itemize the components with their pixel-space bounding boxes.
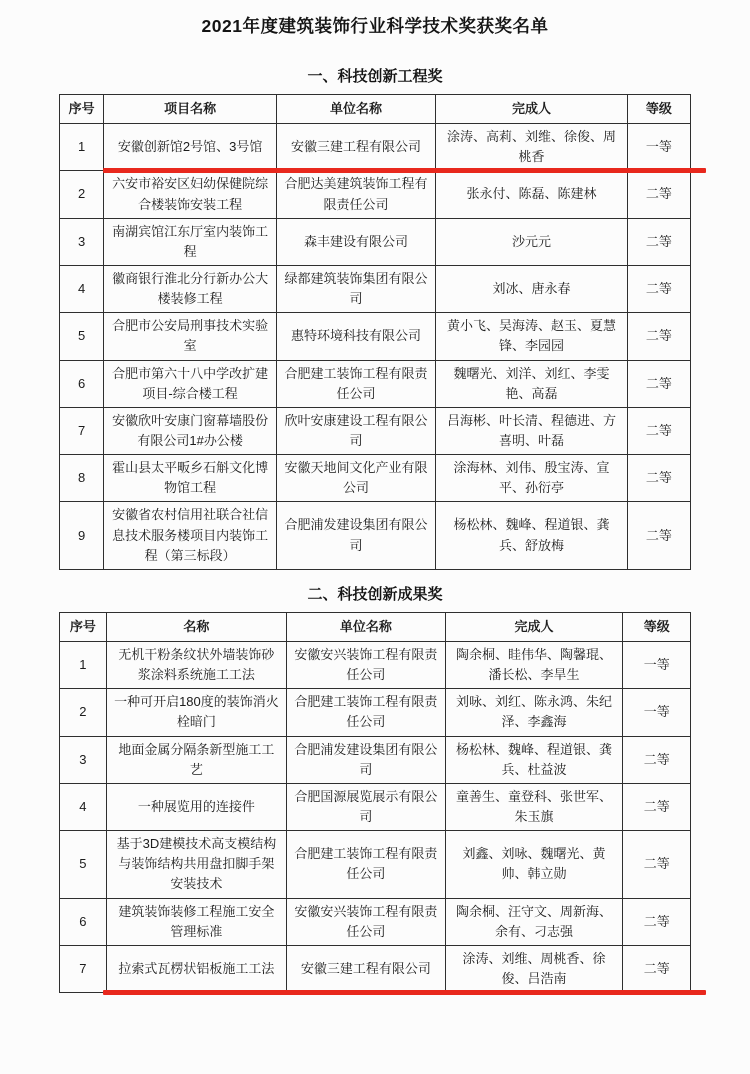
table-cell: 8	[60, 455, 104, 502]
table-cell: 二等	[627, 502, 690, 569]
table-cell: 6	[60, 898, 107, 945]
table-cell: 杨松林、魏峰、程道银、龚兵、杜益波	[445, 736, 623, 783]
table-cell: 绿都建筑装饰集团有限公司	[277, 265, 436, 312]
table-row	[60, 641, 691, 688]
table-cell: 魏曙光、刘洋、刘红、李雯艳、高磊	[436, 360, 628, 407]
table-cell: 无机干粉条纹状外墙装饰砂浆涂料系统施工工法	[106, 641, 286, 688]
table-row	[60, 898, 691, 945]
table-cell: 安徽欣叶安康门窗幕墙股份有限公司1#办公楼	[104, 407, 277, 454]
awards-table-1	[59, 94, 691, 570]
column-header: 序号	[60, 95, 104, 124]
table-cell: 涂海林、刘伟、殷宝涛、宣平、孙衍亭	[436, 455, 628, 502]
table-cell: 2	[60, 171, 104, 218]
table-row	[60, 502, 691, 569]
table-cell: 5	[60, 831, 107, 898]
awards-table-2	[59, 612, 691, 993]
header-row	[60, 95, 691, 124]
table-cell: 合肥国源展览展示有限公司	[287, 783, 445, 830]
table-cell: 刘鑫、刘咏、魏曙光、黄帅、韩立勋	[445, 831, 623, 898]
table-cell: 杨松林、魏峰、程道银、龚兵、舒放梅	[436, 502, 628, 569]
table-row	[60, 313, 691, 360]
table-cell: 3	[60, 736, 107, 783]
column-header: 单位名称	[287, 612, 445, 641]
table-cell: 二等	[627, 171, 690, 218]
table-cell: 沙元元	[436, 218, 628, 265]
table-cell: 涂涛、高莉、刘维、徐俊、周桃香	[436, 124, 628, 171]
table-cell: 二等	[623, 831, 691, 898]
table-cell: 拉索式瓦楞状铝板施工工法	[106, 945, 286, 992]
table-cell: 安徽三建工程有限公司	[277, 124, 436, 171]
table-cell: 惠特环境科技有限公司	[277, 313, 436, 360]
table-cell: 合肥建工装饰工程有限责任公司	[277, 360, 436, 407]
section-1-heading: 一、科技创新工程奖	[307, 68, 443, 85]
table-cell: 3	[60, 218, 104, 265]
table-cell: 建筑装饰装修工程施工安全管理标准	[106, 898, 286, 945]
table-row	[60, 360, 691, 407]
table-cell: 二等	[623, 783, 691, 830]
table-cell: 安徽安兴装饰工程有限责任公司	[287, 898, 445, 945]
table-cell: 涂涛、刘维、周桃香、徐俊、吕浩南	[445, 945, 623, 992]
column-header: 项目名称	[104, 95, 277, 124]
table-cell: 2	[60, 689, 107, 736]
table-row	[60, 218, 691, 265]
table-row	[60, 736, 691, 783]
table-cell: 欣叶安康建设工程有限公司	[277, 407, 436, 454]
table-cell: 张永付、陈磊、陈建林	[436, 171, 628, 218]
column-header: 完成人	[445, 612, 623, 641]
table-row	[60, 407, 691, 454]
table-cell: 4	[60, 265, 104, 312]
table-cell: 陶余桐、汪守文、周新海、余有、刁志强	[445, 898, 623, 945]
table-row	[60, 831, 691, 898]
table-cell: 刘咏、刘红、陈永鸿、朱纪泽、李鑫海	[445, 689, 623, 736]
table-cell: 基于3D建模技术高支模结构与装饰结构共用盘扣脚手架安装技术	[106, 831, 286, 898]
document-page	[0, 13, 750, 993]
table-cell: 二等	[623, 898, 691, 945]
table-cell: 陶余桐、眭伟华、陶馨琨、潘长松、李旱生	[445, 641, 623, 688]
red-underline-annotation-2	[103, 990, 706, 995]
awards-table-2-wrap	[59, 612, 691, 993]
table-cell: 二等	[627, 265, 690, 312]
table-cell: 一种可开启180度的装饰消火栓暗门	[106, 689, 286, 736]
table-row	[60, 265, 691, 312]
table-cell: 地面金属分隔条新型施工工艺	[106, 736, 286, 783]
table-cell: 合肥市第六十八中学改扩建项目-综合楼工程	[104, 360, 277, 407]
table-cell: 二等	[623, 736, 691, 783]
table-cell: 合肥建工装饰工程有限责任公司	[287, 689, 445, 736]
table-cell: 霍山县太平畈乡石斛文化博物馆工程	[104, 455, 277, 502]
section-2-heading: 二、科技创新成果奖	[307, 585, 443, 603]
table-cell: 二等	[627, 455, 690, 502]
table-cell: 1	[60, 641, 107, 688]
table-cell: 4	[60, 783, 107, 830]
table-cell: 二等	[627, 313, 690, 360]
table-row	[60, 455, 691, 502]
column-header: 等级	[627, 95, 690, 124]
column-header: 序号	[60, 612, 107, 641]
table-cell: 一等	[623, 689, 691, 736]
table-cell: 刘冰、唐永春	[436, 265, 628, 312]
table-cell: 南湖宾馆江东厅室内装饰工程	[104, 218, 277, 265]
table-cell: 安徽创新馆2号馆、3号馆	[104, 124, 277, 171]
column-header: 单位名称	[277, 95, 436, 124]
column-header: 等级	[623, 612, 691, 641]
table-cell: 5	[60, 313, 104, 360]
document-title: 2021年度建筑装饰行业科学技术奖获奖名单	[201, 16, 549, 36]
table-cell: 6	[60, 360, 104, 407]
table-cell: 吕海彬、叶长清、程德进、方喜明、叶磊	[436, 407, 628, 454]
table-cell: 森丰建设有限公司	[277, 218, 436, 265]
header-row	[60, 612, 691, 641]
table-cell: 9	[60, 502, 104, 569]
table-cell: 安徽三建工程有限公司	[287, 945, 445, 992]
table-cell: 7	[60, 945, 107, 992]
table-cell: 合肥达美建筑装饰工程有限责任公司	[277, 171, 436, 218]
table-cell: 安徽天地间文化产业有限公司	[277, 455, 436, 502]
table-cell: 合肥浦发建设集团有限公司	[277, 502, 436, 569]
table-cell: 合肥市公安局刑事技术实验室	[104, 313, 277, 360]
table-row	[60, 945, 691, 992]
table-cell: 黄小飞、吴海涛、赵玉、夏慧锋、李园园	[436, 313, 628, 360]
table-row	[60, 689, 691, 736]
table-cell: 六安市裕安区妇幼保健院综合楼装饰安装工程	[104, 171, 277, 218]
awards-table-1-wrap	[59, 94, 691, 570]
table-cell: 1	[60, 124, 104, 171]
table-row	[60, 783, 691, 830]
table-cell: 一等	[627, 124, 690, 171]
table-cell: 二等	[627, 407, 690, 454]
table-cell: 二等	[623, 945, 691, 992]
table-cell: 一种展览用的连接件	[106, 783, 286, 830]
table-cell: 一等	[623, 641, 691, 688]
table-cell: 童善生、童登科、张世军、朱玉旗	[445, 783, 623, 830]
table-row	[60, 171, 691, 218]
column-header: 名称	[106, 612, 286, 641]
table-cell: 合肥建工装饰工程有限责任公司	[287, 831, 445, 898]
table-cell: 二等	[627, 218, 690, 265]
red-underline-annotation-1	[103, 168, 706, 173]
table-cell: 徽商银行淮北分行新办公大楼装修工程	[104, 265, 277, 312]
table-row	[60, 124, 691, 171]
column-header: 完成人	[436, 95, 628, 124]
table-cell: 安徽省农村信用社联合社信息技术服务楼项目内装饰工程（第三标段）	[104, 502, 277, 569]
table-cell: 安徽安兴装饰工程有限责任公司	[287, 641, 445, 688]
table-cell: 二等	[627, 360, 690, 407]
table-cell: 7	[60, 407, 104, 454]
table-cell: 合肥浦发建设集团有限公司	[287, 736, 445, 783]
